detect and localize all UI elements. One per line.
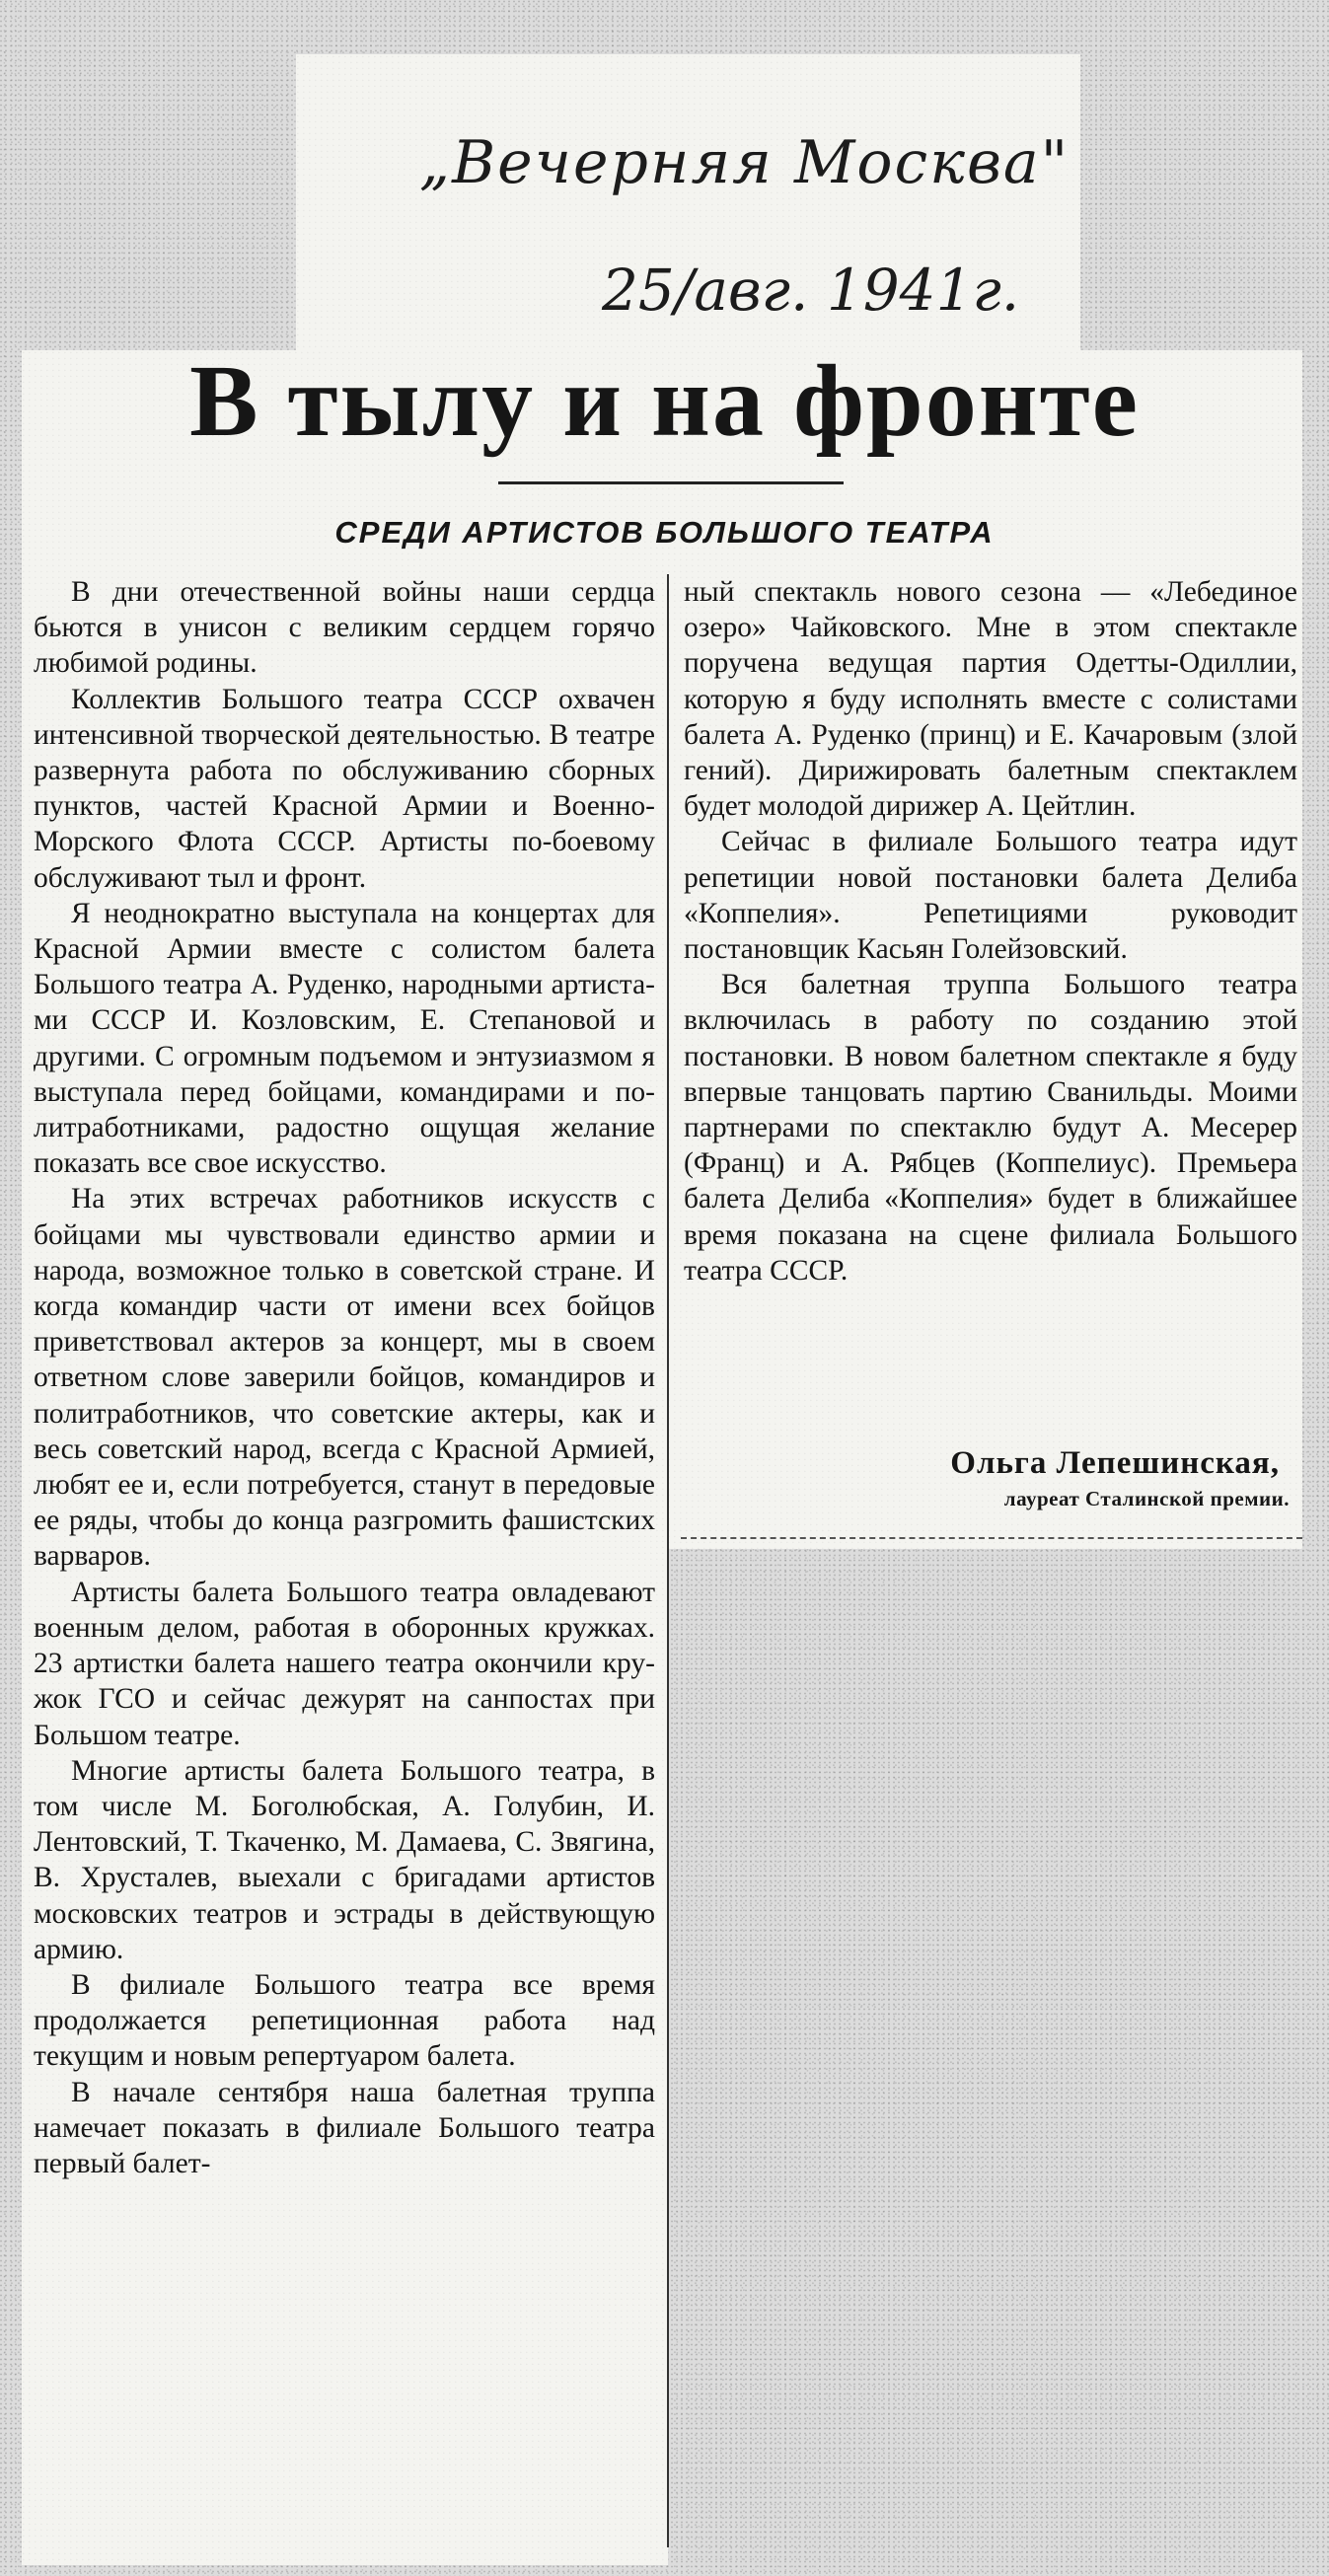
left-paragraph-1: В дни отечественной войны наши сердца бьются в унисон с великим сердцем горячо любимой родины. xyxy=(34,576,655,680)
right-column xyxy=(684,574,1297,1288)
column-divider xyxy=(667,574,669,2547)
clipping-header-area xyxy=(296,54,1080,390)
clipping-cut-line xyxy=(681,1537,1302,1539)
handwritten-newspaper-name: „Вечерняя Москва" xyxy=(419,128,1071,197)
article-subheadline: СРЕДИ АРТИСТОВ БОЛЬШОГО ТЕАТРА xyxy=(334,515,995,550)
left-paragraph-4: На этих встречах работников искусств с бойцами мы чувствовали единство армии и народа, возможное только в советской стране. И когда командир части от имени всех бойцов приветствовал актеров за концерт, мы в своем ответном слове заверили бойцов, командиров и политработников, что советские актеры, как и весь советский народ, всегда с Красной Армией, любят ее и, если потребуется, станут в передовые ее ряды, чтобы до конца разгромить фашистских варваров. xyxy=(34,1183,655,1573)
author-title: лауреат Сталинской премии. xyxy=(1003,1487,1290,1510)
left-paragraph-3: Я неоднократно выступала на концертах для Красной Армии вместе с солистом балета Большого театра А. Руденко, народными артистами СССР И. Козловским, Е. Степановой и другими. С огромным подъемом и энтузиазмом я выступала перед бойцами, командирами и политработниками, радостно ощущая желание показать все свое искусство. xyxy=(34,897,655,1180)
right-paragraph-continuation: ный спектакль нового сезона — «Лебединое озеро» Чайковского. Мне в этом спектакле поручена ведущая партия Одетты-Одиллии, которую я буду исполнять вместе с солистами балета А. Руденко (принц) и Е. Качаровым (злой гений). Дирижировать балетным спектаклем будет молодой дирижер А. Цейтлин. xyxy=(684,576,1297,823)
left-paragraph-6: Многие артисты балета Большого театра, в том числе М. Боголюбская, А. Голубин, И. Лентовский, Т. Ткаченко, М. Дамаева, С. Звягина, В. Хрусталев, выехали с бригадами артистов московских театров и эстрады в действующую армию. xyxy=(34,1754,655,1965)
right-paragraph-2: Вся балетная труппа Большого театра включилась в работу по созданию этой постановки. В новом балетном спектакле я буду впервые танцовать партию Сванильды. Моими партнерами по спектаклю будут А. Месерер (Франц) и А. Рябцев (Коппелиус). Премьера балета Делиба «Коппелия» будет в ближайшее время показана на сцене филиала Большого театра СССР. xyxy=(684,969,1297,1287)
left-paragraph-7: В филиале Большого театра все время продолжается репетиционная работа над текущим и новым репертуаром балета. xyxy=(34,1968,655,2073)
handwritten-date: 25/авг. 1941г. xyxy=(602,257,1020,324)
left-paragraph-2: Коллектив Большого театра СССР охвачен интенсивной творческой деятельностью. В театре развернута работа по обслуживанию сборных пунктов, частей Красной Армии и Военно-Морского Флота СССР. Артисты по-боевому обслуживают тыл и фронт. xyxy=(34,683,655,894)
right-paragraph-1: Сейчас в филиале Большого театра идут репетиции новой постановки балета Делиба «Коппелия». Репетициями руководит постановщик Касьян Голейзовский. xyxy=(684,826,1297,966)
article-headline: В тылу и на фронте xyxy=(189,344,1140,458)
left-column xyxy=(34,574,655,2181)
left-paragraph-5: Артисты балета Большого театра овладевают военным делом, работая в оборонных кружках. 23 артистки балета нашего театра окончили кружок ГСО и сейчас дежурят на санпостах при Большом театре. xyxy=(34,1576,655,1751)
author-name: Ольга Лепешинская, xyxy=(950,1445,1280,1481)
headline-rule xyxy=(498,481,844,484)
left-paragraph-8: В начале сентября наша балетная труппа намечает показать в филиале Большого театра первый балет- xyxy=(34,2076,655,2179)
